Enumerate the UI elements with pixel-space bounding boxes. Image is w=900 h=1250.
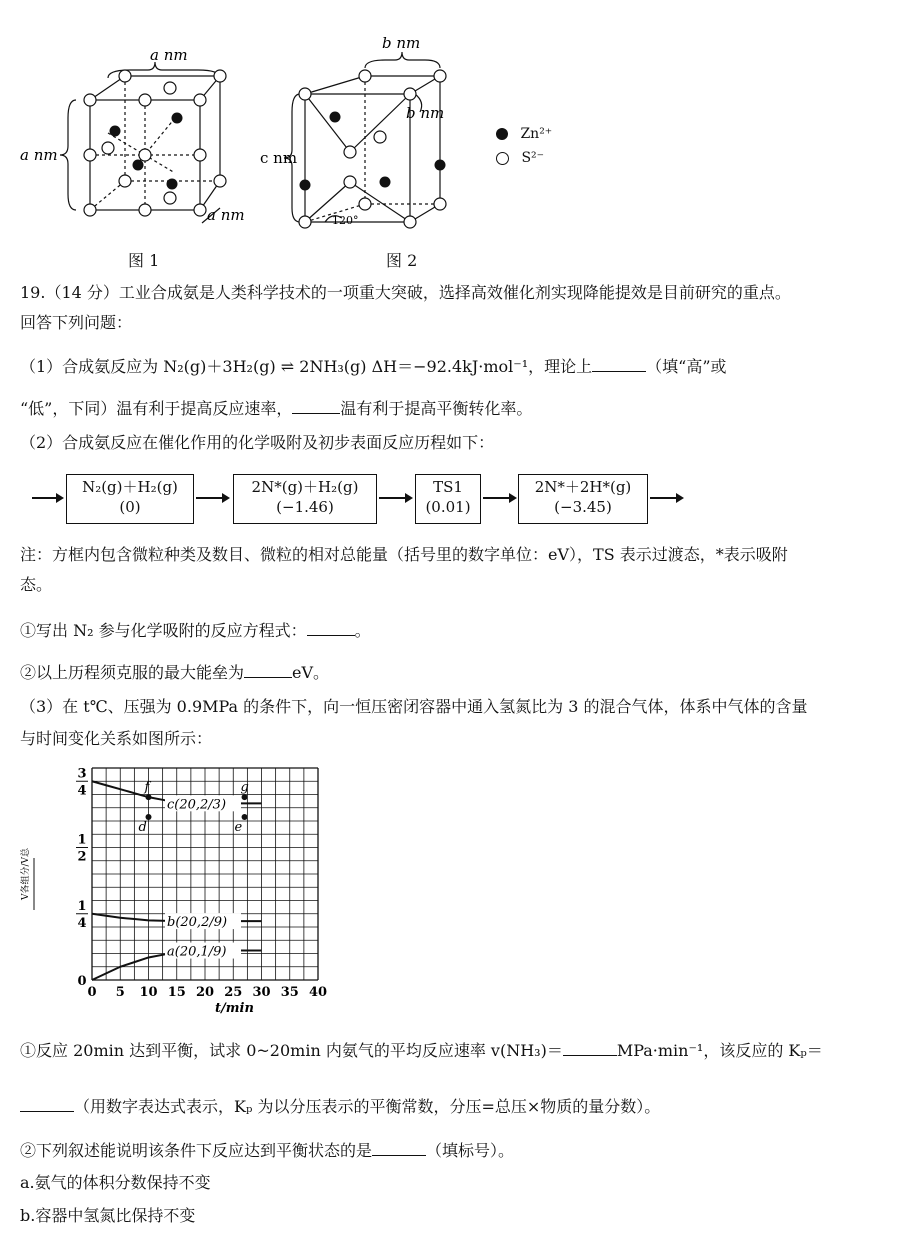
- note-line1: 注：方框内包含微粒种类及数目、微粒的相对总能量（括号里的数字单位：eV），TS 表示过渡态，*表示吸附: [20, 545, 788, 564]
- gas-content-chart: [20, 760, 340, 1022]
- y-tick-label: [76, 766, 88, 798]
- q3-1-line2: [20, 1096, 660, 1118]
- q3-2-line: [20, 1140, 514, 1162]
- sub1-text-a: ①写出 N₂ 参与化学吸附的反应方程式：: [20, 621, 307, 640]
- x-tick-label: 10: [139, 985, 158, 1000]
- fig2-top-label: b nm: [382, 34, 421, 52]
- y-axis-label: [19, 847, 34, 910]
- answer-blank-4[interactable]: [244, 662, 292, 678]
- fig1-corner-label: a nm: [207, 206, 245, 224]
- arrow-3: [483, 497, 515, 499]
- legend-s: S²⁻: [521, 150, 545, 166]
- option-b[interactable]: b.容器中氢氮比保持不变: [20, 1206, 196, 1225]
- arrow-2: [379, 497, 411, 499]
- part2-intro: （2）合成氨反应在催化作用的化学吸附及初步表面反应历程如下：: [20, 433, 495, 452]
- zn-marker-icon: [496, 128, 508, 140]
- fig1-caption: 图 1: [128, 251, 160, 270]
- part1-text-b: （填“高”或: [646, 357, 727, 376]
- answer-blank-5[interactable]: [563, 1040, 617, 1056]
- q3-2-text-b: （填标号）。: [426, 1141, 515, 1160]
- sub2-text-a: ②以上历程须克服的最大能垒为: [20, 663, 245, 682]
- point-label: g: [240, 780, 249, 796]
- box4-species: 2N*＋2H*(g): [534, 478, 632, 496]
- y-tick-denominator: 2: [77, 849, 87, 865]
- fig1-top-label: a nm: [150, 46, 188, 64]
- answer-blank-1[interactable]: [592, 356, 646, 372]
- answer-blank-7[interactable]: [372, 1140, 426, 1156]
- answer-blank-2[interactable]: [292, 398, 340, 414]
- arrow-0: [32, 497, 62, 499]
- figure-2-crystal: [260, 32, 500, 237]
- fig1-left-label: a nm: [20, 146, 58, 164]
- box1-species: N₂(g)＋H₂(g): [82, 478, 178, 496]
- y-tick-numerator: 3: [77, 766, 87, 782]
- y-tick-label: [76, 833, 88, 865]
- point-label: f: [144, 780, 150, 796]
- x-tick-label: 35: [280, 985, 299, 1000]
- pathway-box-2: [233, 474, 377, 524]
- pathway-box-4: [518, 474, 648, 524]
- y-tick-label: [77, 974, 86, 989]
- pathway-box-3: [415, 474, 481, 524]
- fig2-left-label: c nm: [260, 149, 298, 167]
- sub-question-2: [20, 662, 329, 684]
- legend-zn: Zn²⁺: [520, 126, 553, 142]
- y-tick-label: [76, 899, 88, 931]
- q3-1-text-b: MPa·min⁻¹，该反应的 Kₚ＝: [616, 1041, 823, 1060]
- box3-energy: (0.01): [425, 498, 471, 516]
- q3-2-text-a: ②下列叙述能说明该条件下反应达到平衡状态的是: [20, 1141, 373, 1160]
- fig2-caption: 图 2: [386, 251, 418, 270]
- part1-line2: [20, 398, 532, 420]
- x-axis-label: t/min: [215, 1001, 254, 1016]
- question-header-cont: 回答下列问题：: [20, 313, 133, 332]
- x-tick-label: 40: [308, 985, 328, 1000]
- point-label: e: [234, 820, 243, 836]
- x-tick-label: 15: [167, 985, 186, 1000]
- part1-text-c: “低”，下同）温有利于提高反应速率，: [20, 399, 293, 418]
- fig2-angle-label: 120°: [332, 214, 359, 227]
- box2-energy: (−1.46): [276, 498, 334, 516]
- part3-line2: 与时间变化关系如图所示：: [20, 729, 213, 748]
- q3-1-text-c: （用数字表达式表示，Kₚ 为以分压表示的平衡常数，分压=总压×物质的量分数）。: [74, 1097, 661, 1116]
- legend: [496, 126, 552, 174]
- box3-species: TS1: [433, 478, 463, 496]
- point-label: b(20,2/9): [167, 915, 228, 931]
- y-axis-label-numerator: V各组分/V总: [21, 847, 31, 900]
- x-tick-label: 25: [224, 985, 243, 1000]
- sub1-text-b: 。: [354, 621, 371, 640]
- q3-1-text-a: ①反应 20min 达到平衡，试求 0~20min 内氨气的平均反应速率 v(NH₃)＝: [20, 1041, 563, 1060]
- sub2-text-b: eV。: [292, 663, 330, 682]
- y-tick-numerator: 1: [77, 898, 87, 914]
- x-tick-label: 0: [87, 985, 97, 1000]
- point-label: a(20,1/9): [167, 944, 227, 960]
- y-tick-denominator: 4: [77, 915, 87, 931]
- box1-energy: (0): [119, 498, 141, 516]
- answer-blank-3[interactable]: [307, 620, 355, 636]
- x-tick-label: 30: [252, 985, 271, 1000]
- sub-question-1: [20, 620, 371, 642]
- part1-text-a: （1）合成氨反应为 N₂(g)＋3H₂(g) ⇌ 2NH₃(g) ΔH＝−92.4kJ·mol⁻¹，理论上: [20, 357, 593, 376]
- q3-1-line1: [20, 1040, 823, 1062]
- y-tick-numerator: 1: [77, 832, 87, 848]
- x-tick-label: 20: [195, 985, 215, 1000]
- y-tick-denominator: 4: [77, 783, 87, 799]
- point-label: d: [138, 820, 147, 836]
- pathway-box-1: [66, 474, 194, 524]
- note-line2: 态。: [20, 575, 53, 594]
- y-tick-value: 0: [77, 974, 87, 989]
- figure-1-crystal: [20, 38, 260, 238]
- arrow-1: [196, 497, 228, 499]
- arrow-4: [650, 497, 682, 499]
- point-e: [242, 814, 248, 820]
- s-marker-icon: [496, 152, 509, 165]
- box2-species: 2N*(g)＋H₂(g): [251, 478, 359, 496]
- x-tick-label: 5: [115, 985, 125, 1000]
- fig2-side-label: b nm: [406, 104, 445, 122]
- option-a[interactable]: a.氨气的体积分数保持不变: [20, 1173, 211, 1192]
- question-header: 19.（14 分）工业合成氨是人类科学技术的一项重大突破，选择高效催化剂实现降能提效是目前研究的重点。: [20, 283, 791, 302]
- part1-text-d: 温有利于提高平衡转化率。: [340, 399, 533, 418]
- part3-line1: （3）在 t℃、压强为 0.9MPa 的条件下，向一恒压密闭容器中通入氢氮比为 3 的混合气体，体系中气体的含量: [20, 697, 808, 716]
- chart-marks: [139, 780, 249, 959]
- part1-line1: [20, 356, 727, 378]
- box4-energy: (−3.45): [554, 498, 612, 516]
- answer-blank-6[interactable]: [20, 1096, 74, 1112]
- point-label: c(20,2/3): [167, 797, 227, 813]
